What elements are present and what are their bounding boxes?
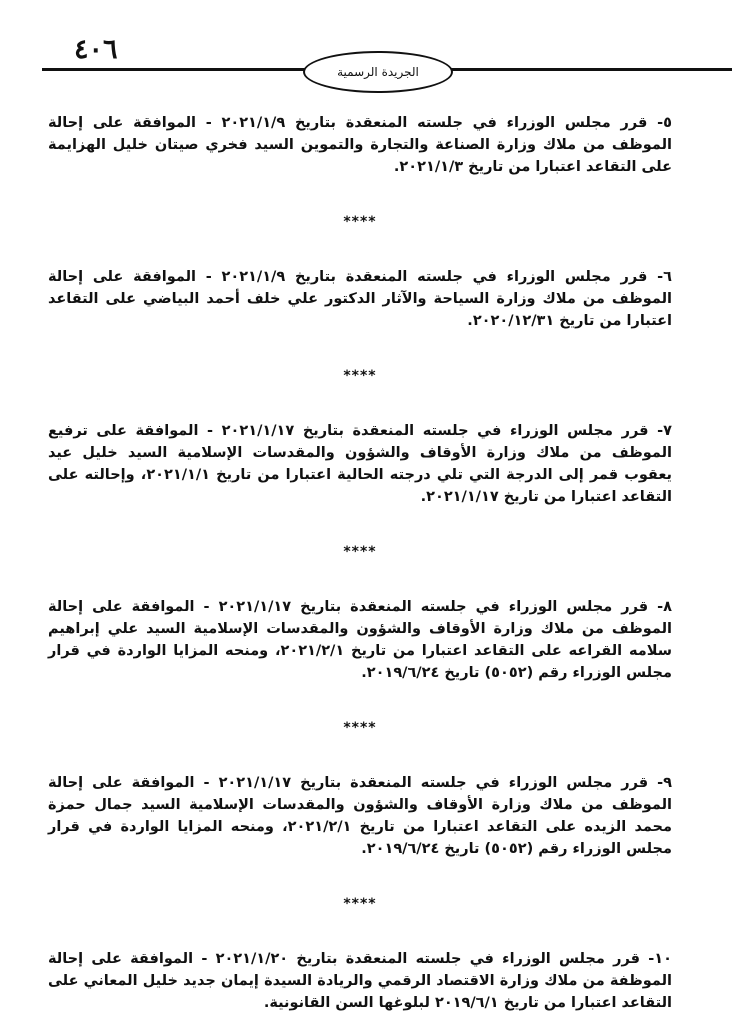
decision-item (48, 596, 672, 684)
decision-text: قرر مجلس الوزراء في جلسته المنعقدة بتاريخ ٢٠٢١/١/٢٠ - الموافقة على إحالة الموظفة من ملاك وزارة الاقتصاد الرقمي والريادة السيدة إيمان جديد خليل المعاني على التقاعد اعتبارا من تاريخ ٢٠١٩/٦/١ لبلوغها السن القانونية. (48, 951, 672, 1011)
decisions-list (48, 112, 672, 1014)
decision-number: ١٠- (648, 951, 672, 967)
decision-text: قرر مجلس الوزراء في جلسته المنعقدة بتاريخ ٢٠٢١/١/١٧ - الموافقة على إحالة الموظف من ملاك وزارة الأوقاف والشؤون والمقدسات الإسلامية السيد جمال حمزة محمد الزيده على التقاعد اعتبارا من تاريخ ٢٠٢١/٢/١، ومنحه المزايا الواردة في قرار مجلس الوزراء رقم (٥٠٥٢) تاريخ ٢٠١٩/٦/٢٤. (48, 775, 672, 857)
decision-text: قرر مجلس الوزراء في جلسته المنعقدة بتاريخ ٢٠٢١/١/٩ - الموافقة على إحالة الموظف من ملاك وزارة السياحة والآثار الدكتور علي خلف أحمد البياضي على التقاعد اعتبارا من تاريخ ٢٠٢٠/١٢/٣١. (48, 269, 672, 329)
separator-stars: **** (343, 214, 377, 230)
gazette-title: الجريدة الرسمية (337, 65, 419, 79)
gazette-title-oval (303, 51, 453, 93)
decision-number: ٦- (657, 269, 672, 285)
decision-text: قرر مجلس الوزراء في جلسته المنعقدة بتاريخ ٢٠٢١/١/١٧ - الموافقة على إحالة الموظف من ملاك وزارة الأوقاف والشؤون والمقدسات الإسلامية السيد علي إبراهيم سلامه القراعه على التقاعد اعتبارا من تاريخ ٢٠٢١/٢/١، ومنحه المزايا الواردة في قرار مجلس الوزراء رقم (٥٠٥٢) تاريخ ٢٠١٩/٦/٢٤. (48, 599, 672, 681)
decision-text: قرر مجلس الوزراء في جلسته المنعقدة بتاريخ ٢٠٢١/١/١٧ - الموافقة على ترفيع الموظف من ملاك وزارة الأوقاف والشؤون والمقدسات الإسلامية السيد خليل عيد يعقوب قمر إلى الدرجة التي تلي درجته الحالية اعتبارا من تاريخ ٢٠٢١/١/١، وإحالته على التقاعد اعتبارا من تاريخ ٢٠٢١/١/١٧. (48, 423, 672, 505)
decision-text: قرر مجلس الوزراء في جلسته المنعقدة بتاريخ ٢٠٢١/١/٩ - الموافقة على إحالة الموظف من ملاك وزارة الصناعة والتجارة والتموين السيد فخري صيتان خليل الهزايمة على التقاعد اعتبارا من تاريخ ٢٠٢١/١/٣. (48, 115, 672, 175)
separator-stars: **** (343, 720, 377, 736)
decision-item (48, 112, 672, 178)
decision-item (48, 948, 672, 1014)
decision-item (48, 266, 672, 332)
separator-stars: **** (343, 544, 377, 560)
page-number: ٤٠٦ (74, 34, 118, 65)
decision-item (48, 772, 672, 860)
decision-number: ٨- (657, 599, 672, 615)
decision-number: ٧- (657, 423, 672, 439)
decision-item (48, 420, 672, 508)
decision-number: ٥- (657, 115, 672, 131)
separator-stars: **** (343, 368, 377, 384)
decision-number: ٩- (657, 775, 672, 791)
separator-stars: **** (343, 896, 377, 912)
